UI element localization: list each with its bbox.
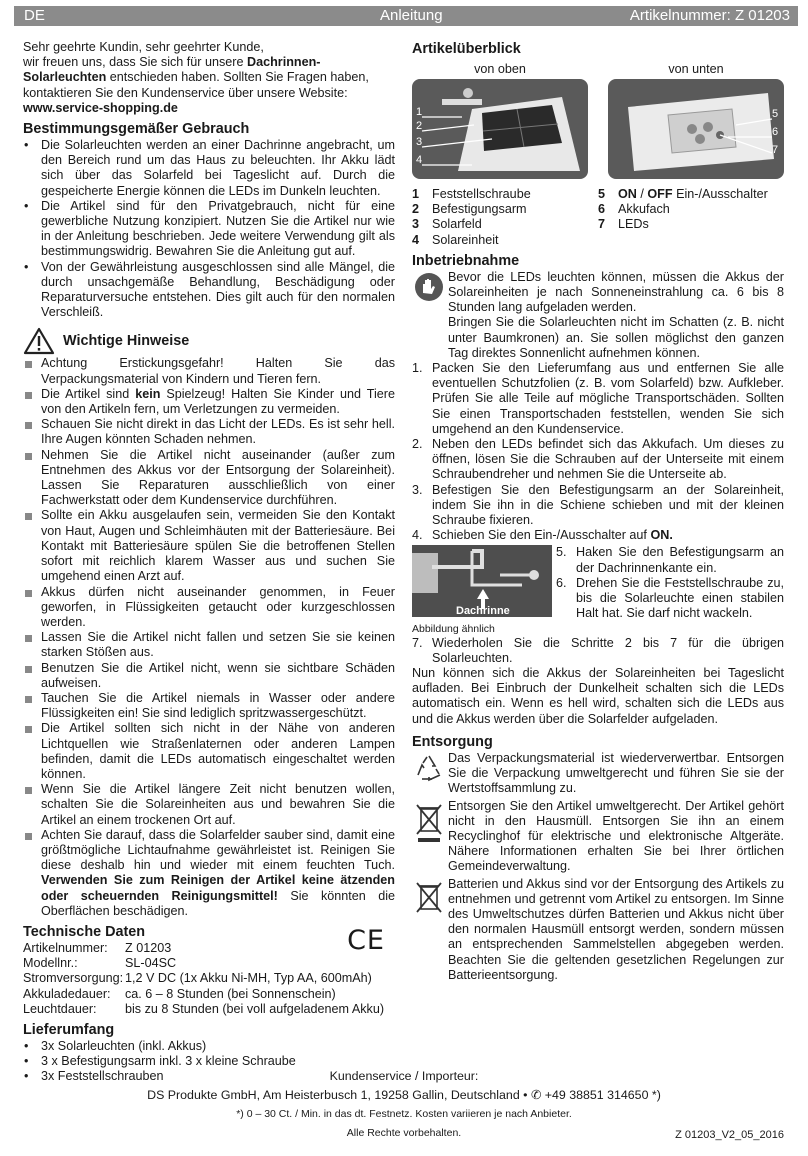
left-column (23, 40, 395, 1085)
mounting-steps (556, 545, 784, 635)
warning-item: Tauchen Sie die Artikel niemals in Wasser oder andere Flüssigkeiten ein! Sie sind lediglich spritzwassergeschützt. (23, 691, 395, 721)
legend-item: 5 ON / OFF Ein-/Ausschalter (598, 187, 768, 201)
warning-item: Die Artikel sollten sich nicht in der Nähe von anderen Lichtquellen wie Straßenlaternen oder anderen Lampen befinden, damit die LEDs automatisch eingeschaltet werden können. (23, 721, 395, 782)
warning-item: Achten Sie darauf, dass die Solarfelder sauber sind, damit eine größtmögliche Lichtaufnahme gewährleistet ist. Reinigen Sie diese deshalb hin und wieder mit einem feuchten Tuch. Verwenden Sie zum Reinigen der Artikel keine ätzenden oder scheuernden Reinigungsmittel! Sie könnten die Oberflächen beschädigen. (23, 828, 395, 919)
mounting-figure (412, 545, 556, 635)
overview-images (412, 62, 784, 179)
document-title: Anleitung (380, 7, 443, 24)
callout-label: 1 (416, 106, 423, 118)
purpose-item: • Die Solarleuchten werden an einer Dachrinne angebracht, um den Bereich rund um das Haus zu beleuchten. Ihr Akku lädt sich über das Solarfeld bei Tageslicht auf. Durch die gespeicherte Energie können die LEDs im Dunkeln leuchten. (23, 138, 395, 199)
gutter-label: Dachrinne (456, 605, 510, 618)
ce-mark: CE (347, 924, 385, 956)
bottom-view-caption: von unten (668, 62, 724, 76)
legend-item: 1 Feststellschraube (412, 187, 531, 201)
top-view-caption: von oben (474, 62, 526, 76)
start-outro: Nun können sich die Akkus der Solareinheiten bei Tageslicht aufladen. Bei Einbruch der Dunkelheit schalten sich die LEDs automatisch ein. Wenn es hell wird, schalten sich die LEDs aus und die Akkus werden über die Solarfelder aufgeladen. (412, 666, 784, 726)
legend-item: 2 Befestigungsarm (412, 202, 527, 217)
parts-legend (412, 187, 784, 248)
legend-item: 3 Solarfeld (412, 217, 482, 232)
header-bar (14, 6, 798, 26)
tech-row: Leuchtdauer: bis zu 8 Stunden (bei voll aufgeladenem Akku) (23, 1001, 385, 1016)
callout-label: 4 (416, 154, 423, 166)
legend-item: 7 LEDs (598, 217, 649, 232)
warning-item: Nehmen Sie die Artikel nicht auseinander (außer zum Entnehmen des Akkus vor der Entsorgung der Solareinheit). Lassen Sie Reparaturen ausschließlich von einer Fachwerkstatt oder dem Kundenservice durchführen. (23, 448, 395, 509)
rights-note: Alle Rechte vorbehalten. (346, 1127, 462, 1139)
article-number: Artikelnummer: Z 01203 (629, 7, 790, 24)
recycling-icon (414, 753, 444, 783)
scope-heading: Lieferumfang (23, 1021, 115, 1038)
top-view-image (412, 79, 588, 179)
tech-row: Artikelnummer: Z 01203 (23, 940, 172, 955)
callout-label: 2 (416, 120, 423, 132)
purpose-item: • Die Artikel sind für den Privatgebrauch, nicht für eine gewerbliche Nutzung konzipiert. Nutzen Sie die Artikel nur wie in der Anleitung beschrieben. Jede weitere Verwendung gilt als bestimmungswidrig. Bewahren Sie die Anleitung gut auf. (23, 199, 395, 260)
figure-caption: Abbildung ähnlich (412, 622, 495, 635)
tech-section (23, 923, 395, 1017)
tech-row: Stromversorgung: 1,2 V DC (1x Akku Ni-MH, Typ AA, 600mAh) (23, 971, 372, 986)
step: 4. Schieben Sie den Ein-/Ausschalter auf ON. (412, 528, 673, 543)
language-code: DE (24, 7, 45, 24)
intro-text: wir freuen uns, dass Sie sich für unsere Dachrinnen-Solarleuchten entschieden haben. Sollten Sie Fragen haben, kontaktieren Sie den Kundenservice über unsere Website: www.service-shopping.de (23, 55, 369, 115)
bottom-view (608, 62, 784, 179)
greeting: Sehr geehrte Kundin, sehr geehrter Kunde, (23, 40, 264, 54)
overview-heading: Artikelüberblick (412, 41, 521, 57)
tech-row: Akkuladedauer: ca. 6 – 8 Stunden (bei Sonnenschein) (23, 986, 336, 1001)
purpose-heading: Bestimmungsgemäßer Gebrauch (23, 121, 250, 138)
top-view (412, 62, 588, 179)
warning-item: Wenn Sie die Artikel längere Zeit nicht benutzen wollen, schalten Sie die Solareinheiten aus und bewahren Sie die Artikel an einem trockenen Ort auf. (23, 782, 395, 828)
warnings-heading: Wichtige Hinweise (63, 333, 190, 350)
battery-bin-icon (414, 879, 444, 919)
callout-label: 7 (772, 144, 779, 156)
step: 3. Befestigen Sie den Befestigungsarm an der Solareinheit, indem Sie ihn in die Schiene schieben und mit der kleinen Schraube fixieren. (412, 482, 784, 528)
legend-item: 6 Akkufach (598, 202, 670, 217)
website-link[interactable]: www.service-shopping.de (23, 100, 178, 115)
callout-label: 3 (416, 136, 423, 148)
tech-row: Modellnr.: SL-04SC (23, 956, 177, 971)
start-heading: Inbetriebnahme (412, 252, 520, 269)
warning-item: Schauen Sie nicht direkt in das Licht der LEDs. Es ist sehr hell. Ihre Augen könnten Schaden nehmen. (23, 417, 395, 447)
warning-item: Lassen Sie die Artikel nicht fallen und setzen Sie sie keinen starken Stößen aus. (23, 630, 395, 660)
bottom-view-image (608, 79, 784, 179)
warning-item: Benutzen Sie die Artikel nicht, wenn sie sichtbare Schäden aufweisen. (23, 661, 395, 691)
warning-item: Achtung Erstickungsgefahr! Halten Sie das Verpackungsmaterial von Kindern und Tieren fern. (23, 356, 395, 386)
warnings-header (23, 326, 395, 356)
step: 6. Drehen Sie die Feststellschraube zu, bis die Solarleuchte einen stabilen Halt hat. Sie darf nicht wackeln. (556, 575, 784, 621)
warning-triangle-icon (23, 327, 55, 355)
disposal-item: Das Verpackungsmaterial ist wiederverwertbar. Entsorgen Sie die Verpackung umweltgerecht und führen Sie sie der Wertstoffsammlung zu. (412, 751, 784, 797)
version-code: Z 01203_V2_05_2016 (675, 1129, 784, 1141)
purpose-item: • Von der Gewährleistung ausgeschlossen sind alle Mängel, die durch unsachgemäße Behandlung, Beschädigung oder Reparaturversuche entstehen. Dies gilt auch für den normalen Verschleiß. (23, 260, 395, 321)
callout-label: 6 (772, 126, 779, 138)
disposal-heading: Entsorgung (412, 733, 493, 750)
warning-item: Akkus dürfen nicht auseinander genommen, in Feuer geworfen, in Flüssigkeiten getaucht oder kurzgeschlossen werden. (23, 585, 395, 631)
mounting-block (412, 545, 784, 635)
warning-item: Sollte ein Akku ausgelaufen sein, vermeiden Sie den Kontakt von Haut, Augen und Schleimhäuten mit der Batteriesäure. Bei Kontakt mit Batteriesäure spülen Sie die betroffenen Stellen sofort mit reichlich klarem Wasser aus und suchen Sie umgehend einen Arzt auf. (23, 508, 395, 584)
right-column (412, 40, 784, 983)
step: 2. Neben den LEDs befindet sich das Akkufach. Um dieses zu öffnen, lösen Sie die Schrauben auf der Unterseite mit einem Schraubendreher und nehmen Sie die Unterseite ab. (412, 437, 784, 482)
legend-item: 4 Solareinheit (412, 232, 499, 247)
scope-item: • 3x Feststellschrauben (23, 1069, 395, 1084)
start-note: Bevor die LEDs leuchten können, müssen die Akkus der Solareinheiten je nach Sonneneinstrahlung ca. 6 bis 8 Stunden lang aufgeladen werden. Bringen Sie die Solarleuchten nicht im Schatten (z. B. nicht unter Baumkronen) an. Sie sollen möglichst den ganzen Tag direktes Sonnenlicht aufnehmen können. (412, 270, 784, 361)
disposal-item: Batterien und Akkus sind vor der Entsorgung des Artikels zu entnehmen und getrennt vom Artikel zu entsorgen. Im Sinne des Umweltschutzes dürfen Batterien und Akkus nicht über den normalen Hausmüll entsorgt werden, sondern müssen an entsprechenden Sammelstellen abgegeben werden. Beachten Sie die geltenden gesetzlichen Regelungen zur Batterieentsorgung. (412, 877, 784, 983)
warning-item: Die Artikel sind kein Spielzeug! Halten Sie Kinder und Tiere von den Artikeln fern, um Verletzungen zu vermeiden. (23, 387, 395, 417)
step: 1. Packen Sie den Lieferumfang aus und entfernen Sie alle eventuellen Schutzfolien (z. B. vom Solarfeld) bzw. Aufkleber. Prüfen Sie alle Teile auf mögliche Transportschäden. Sollten Sie einen Transportschaden feststellen, wenden Sie sich umgehend an den Kundenservice. (412, 361, 784, 436)
cost-note: *) 0 – 30 Ct. / Min. in das dt. Festnetz. Kosten variieren je nach Anbieter. (236, 1108, 572, 1120)
disposal-item: Entsorgen Sie den Artikel umweltgerecht. Der Artikel gehört nicht in den Hausmüll. Entsorgen Sie ihn an einem Recyclinghof für elektrische und elektronische Altgeräte. Nähere Informationen erhalten Sie bei Ihrer örtlichen Gemeindeverwaltung. (412, 799, 784, 875)
hand-icon (414, 272, 444, 302)
step: 5. Haken Sie den Befestigungsarm an der Dachrinnenkante ein. (556, 545, 784, 575)
gutter-mount-image (412, 545, 552, 617)
step: 7. Wiederholen Sie die Schritte 2 bis 7 für die übrigen Solarleuchten. (412, 635, 784, 665)
importer-address: DS Produkte GmbH, Am Heisterbusch 1, 19258 Gallin, Deutschland • ✆ +49 38851 314650 *) (147, 1088, 661, 1102)
scope-item: • 3 x Befestigungsarm inkl. 3 x kleine Schraube (23, 1054, 395, 1069)
service-label: Kundenservice / Importeur: (329, 1069, 479, 1083)
tech-heading: Technische Daten (23, 923, 146, 940)
crossed-bin-icon (414, 801, 444, 845)
scope-item: • 3x Solarleuchten (inkl. Akkus) (23, 1039, 395, 1054)
callout-label: 5 (772, 108, 779, 120)
